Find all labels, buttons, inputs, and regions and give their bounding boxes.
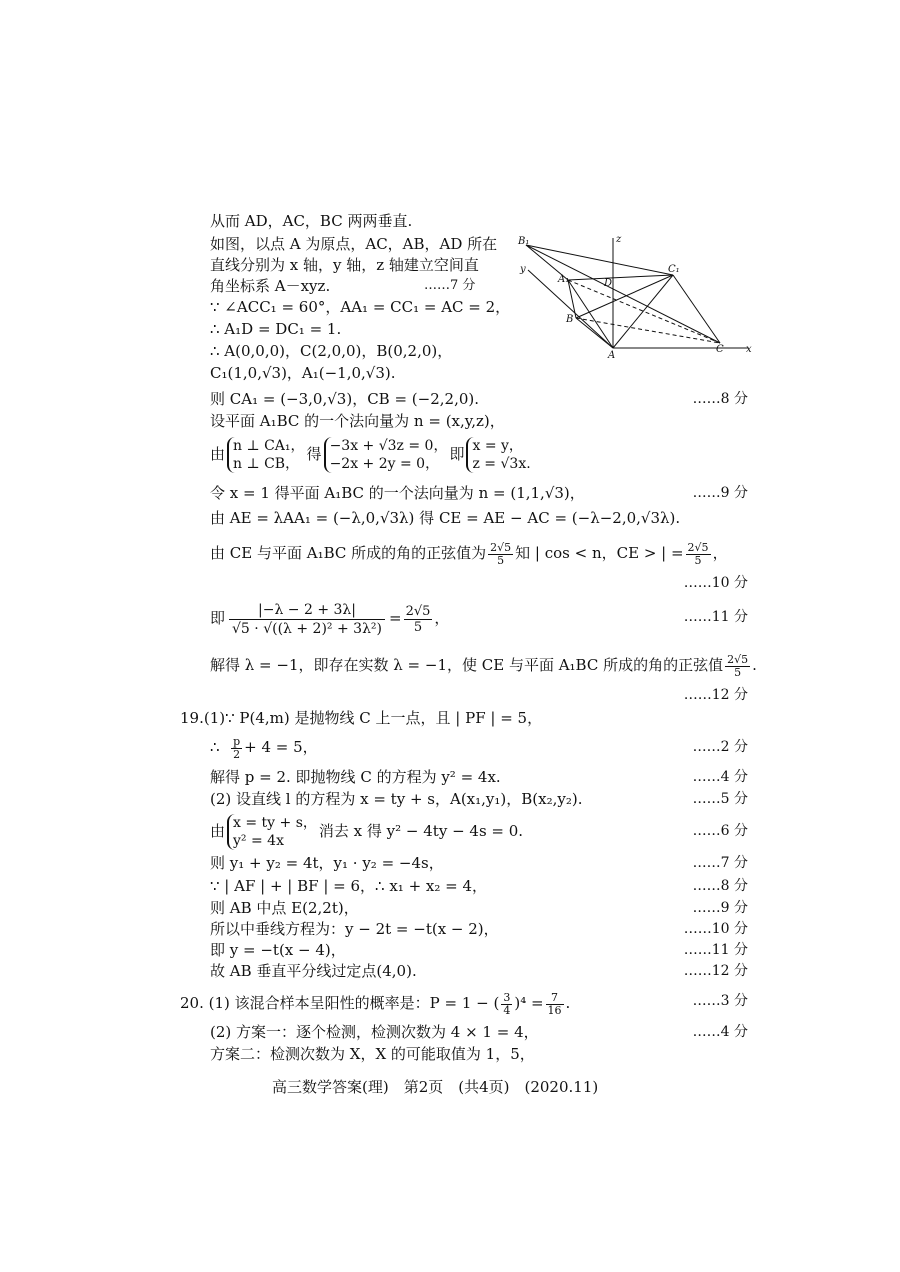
text-line: 所以中垂线方程为：y − 2t = −t(x − 2)，: [210, 920, 499, 938]
brace-system: x = y， z = √3x.: [466, 437, 530, 473]
text-line: ∴ A₁D = DC₁ = 1.: [210, 320, 342, 338]
score: ……11 分: [683, 609, 748, 625]
text-line: ∴ A(0,0,0)，C(2,0,0)，B(0,2,0)，: [210, 342, 453, 360]
brace-system: n ⊥ CA₁， n ⊥ CB，: [227, 437, 305, 473]
score: ……9 分: [692, 485, 748, 501]
text-line: ∵ ∠ACC₁ = 60°，AA₁ = CC₁ = AC = 2，: [210, 298, 511, 316]
text-line: ∵ | AF | + | BF | = 6，∴ x₁ + x₂ = 4，: [210, 877, 488, 895]
text-line: 角坐标系 A－xyz.: [210, 277, 331, 295]
label-b1: B₁: [518, 236, 530, 247]
system-line: 由 n ⊥ CA₁， n ⊥ CB， 得 −3x + √3z = 0， −2x + 2y = 0， 即 x = y， z = √3x.: [210, 438, 531, 472]
label-x: x: [746, 344, 752, 355]
score: ……2 分: [692, 739, 748, 755]
text-line: 则 AB 中点 E(2,2t)，: [210, 899, 359, 917]
text-line: 20. (1) 该混合样本呈阳性的概率是：P = 1 − ( $\frac{3}{4}$ )⁴ = $\frac{7}{16}$ .: [180, 990, 571, 1017]
score: ……5 分: [692, 791, 748, 807]
text-line: 解得 λ = −1，即存在实数 λ = −1，使 CE 与平面 A₁BC 所成的角的正弦值 $\frac{2√5}{5}$ .: [210, 652, 757, 679]
text-line: 则 y₁ + y₂ = 4t，y₁ · y₂ = −4s，: [210, 854, 444, 872]
text-line: 19.(1)∵ P(4,m) 是抛物线 C 上一点，且 | PF | = 5，: [180, 709, 543, 727]
score: ……8 分: [692, 878, 748, 894]
score: ……8 分: [692, 391, 748, 407]
score: ……4 分: [692, 769, 748, 785]
score: ……4 分: [692, 1024, 748, 1040]
text-line: 从而 AD，AC，BC 两两垂直.: [210, 212, 413, 230]
label-z: z: [616, 234, 622, 245]
text-line: 直线分别为 x 轴，y 轴，z 轴建立空间直: [210, 256, 479, 274]
label-c1: C₁: [668, 264, 680, 275]
text-line: 如图，以点 A 为原点，AC，AB，AD 所在: [210, 235, 498, 253]
score: ……3 分: [692, 993, 748, 1009]
brace-system: −3x + √3z = 0， −2x + 2y = 0，: [324, 437, 448, 473]
brace-system: x = ty + s， y² = 4x: [227, 814, 317, 850]
label-y: y: [520, 264, 526, 275]
geometry-figure: [498, 230, 756, 360]
text: 由: [210, 445, 226, 463]
text-line: 即 $\frac{|-\lambda - 2 + 3\lambda|}{\text{√5 · √((λ + 2)² + 3λ²)}}$ = $\frac{2√5}{5}$ ，: [210, 601, 450, 637]
score: ……12 分: [683, 963, 748, 979]
y-axis: [528, 270, 613, 348]
label-b: B: [566, 314, 574, 325]
label-a: A: [608, 350, 616, 360]
text-line: 故 AB 垂直平分线过定点(4,0).: [210, 962, 417, 980]
text-line: 则 CA₁ = (−3,0,√3)，CB = (−2,2,0).: [210, 390, 480, 408]
text-line: 即 y = −t(x − 4)，: [210, 941, 346, 959]
score: ……10 分: [683, 921, 748, 937]
text-line: 由 AE = λAA₁ = (−λ,0,√3λ) 得 CE = AE − AC = (−λ−2,0,√3λ).: [210, 509, 681, 527]
score: ……9 分: [692, 900, 748, 916]
score: ……10 分: [683, 575, 748, 591]
label-c: C: [716, 344, 724, 355]
text-line: 设平面 A₁BC 的一个法向量为 n = (x,y,z)，: [210, 412, 505, 430]
page-footer: 高三数学答案(理) 第2页 (共4页) (2020.11): [272, 1078, 599, 1096]
text-line: C₁(1,0,√3)，A₁(−1,0,√3).: [210, 364, 396, 382]
text-line: 解得 p = 2. 即抛物线 C 的方程为 y² = 4x.: [210, 768, 501, 786]
score: ……6 分: [692, 823, 748, 839]
text-line: 由 CE 与平面 A₁BC 所成的角的正弦值为 $\frac{2√5}{5}$ 知 | cos < n，CE > | = $\frac{2√5}{5}$ ，: [210, 540, 728, 567]
score: ……7 分: [692, 855, 748, 871]
text-line: (2) 设直线 l 的方程为 x = ty + s，A(x₁,y₁)，B(x₂,y₂).: [210, 790, 583, 808]
score: ……12 分: [683, 687, 748, 703]
text-line: 令 x = 1 得平面 A₁BC 的一个法向量为 n = (1,1,√3)，: [210, 484, 585, 502]
label-a1: A₁: [558, 274, 570, 285]
system-line: 由 x = ty + s， y² = 4x 消去 x 得 y² − 4ty − 4s = 0.: [210, 815, 524, 849]
label-d: D: [604, 278, 613, 289]
text-line: ∴ $\frac{p}{2}$ + 4 = 5，: [210, 734, 318, 761]
text-line: (2) 方案一：逐个检测，检测次数为 4 × 1 = 4，: [210, 1023, 539, 1041]
score: ……7 分: [424, 278, 476, 293]
text-line: 方案二：检测次数为 X，X 的可能取值为 1，5，: [210, 1045, 535, 1063]
score: ……11 分: [683, 942, 748, 958]
